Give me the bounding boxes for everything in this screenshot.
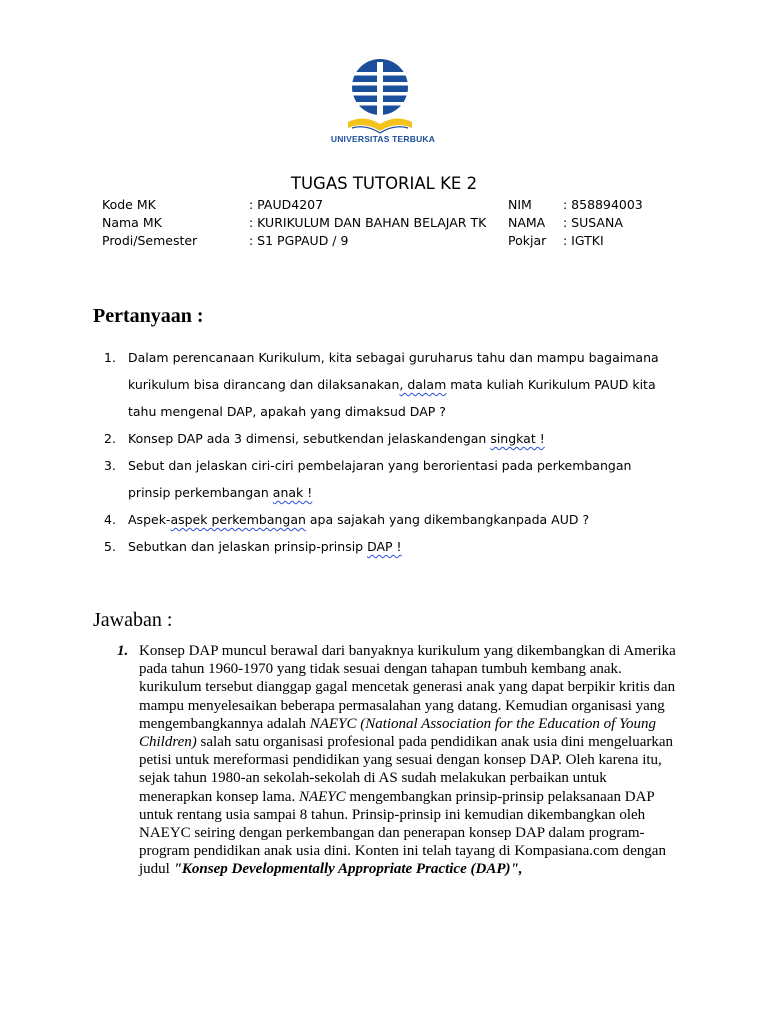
info-label-kode-mk: Kode MK — [102, 197, 156, 212]
info-value-pokjar: : IGTKI — [563, 233, 604, 248]
answers-heading: Jawaban : — [93, 609, 173, 631]
question-text: Sebut dan jelaskan ciri-ciri pembelajaran yang berorientasi pada perkembangan prinsip perkembangan — [128, 458, 632, 500]
info-label-nama: NAMA — [508, 215, 546, 230]
logo-text: UNIVERSITAS TERBUKA — [330, 134, 436, 144]
info-label-prodi: Prodi/Semester — [102, 233, 198, 248]
question-text: mata kuliah Kurikulum PAUD kita tahu mengenal DAP, apakah yang dimaksud DAP ? — [128, 377, 656, 419]
question-text: Dalam perencanaan Kurikulum, kita sebagai guruharus tahu dan mampu bagaimana kurikulum bisa dirancang dan dilaksanakan — [128, 350, 659, 392]
info-value-nama: : SUSANA — [563, 215, 623, 230]
question-number: 2. — [104, 431, 116, 446]
question-text-flagged: singkat ! — [490, 431, 545, 446]
answer-paragraph — [139, 642, 679, 879]
info-value-prodi: : S1 PGPAUD / 9 — [249, 233, 349, 248]
university-emblem-icon — [344, 58, 416, 138]
answer-text-italic: NAEYC — [298, 788, 346, 805]
question-number: 4. — [104, 512, 116, 527]
info-value-nim: : 858894003 — [563, 197, 643, 212]
question-text-flagged: aspek perkembangan — [170, 512, 306, 527]
question-text: Sebutkan dan jelaskan prinsip-prinsip — [128, 539, 368, 554]
document-title: TUGAS TUTORIAL KE 2 — [290, 174, 478, 193]
question-item — [104, 452, 664, 506]
question-text: Konsep DAP ada 3 dimensi, sebutkendan jelaskandengan — [128, 431, 491, 446]
info-label-nama-mk: Nama MK — [102, 215, 162, 230]
question-number: 5. — [104, 539, 116, 554]
question-item — [104, 425, 664, 452]
answer-text: mengembangkan prinsip-prinsip pelaksanaan DAP untuk rentang usia sampai 8 tahun. Prinsip-prinsip ini kemudian dikembangkan oleh NAEYC seiring dengan perkembangan dan penerapan konsep DAP dalam program-program pendidikan anak usia dini. Konten ini telah tayang di Kompasiana.com dengan judul — [139, 788, 666, 878]
answer-text-italic: NAEYC (National Association for the Education of Young Children) — [139, 715, 657, 751]
question-text: apa sajakah yang dikembangkanpada AUD ? — [305, 512, 590, 527]
info-label-pokjar: Pokjar — [508, 233, 547, 248]
question-item — [104, 506, 664, 533]
answer-number: 1. — [117, 643, 129, 659]
question-text-flagged: , dalam — [399, 377, 447, 392]
answer-text: Konsep DAP muncul berawal dari banyaknya kurikulum yang dikembangkan di Amerika pada tahun 1960-1970 yang tidak sesuai dengan tahapan tumbuh kembang anak. kurikulum tersebut dianggap gagal mencetak generasi anak yang dapat berpikir kritis dan mampu menyelesaikan beberapa permasalahan yang datang. Kemudian organisasi yang mengembangkannya adalah — [139, 643, 676, 732]
answer-text: salah satu organisasi profesional pada pendidikan anak usia dini mengeluarkan petisi untuk mereformasi pendidikan yang sesuai dengan konsep DAP. Oleh karena itu, sejak tahun 1980-an sekolah-sekolah di AS sudah melakukan perbaikan untuk menerapkan konsep lama. — [139, 734, 674, 805]
info-value-nama-mk: : KURIKULUM DAN BAHAN BELAJAR TK — [249, 215, 487, 230]
question-text-flagged: DAP ! — [367, 539, 402, 554]
question-text: Aspek- — [128, 512, 171, 527]
questions-heading: Pertanyaan : — [93, 305, 204, 327]
question-item — [104, 533, 664, 560]
info-label-nim: NIM — [508, 197, 532, 212]
question-number: 1. — [104, 350, 116, 365]
question-item — [104, 344, 664, 425]
question-list — [104, 344, 664, 560]
question-number: 3. — [104, 458, 116, 473]
question-text-flagged: anak ! — [272, 485, 313, 500]
info-value-kode-mk: : PAUD4207 — [249, 197, 324, 212]
answer-text-bold-italic: "Konsep Developmentally Appropriate Practice (DAP)", — [173, 861, 523, 878]
